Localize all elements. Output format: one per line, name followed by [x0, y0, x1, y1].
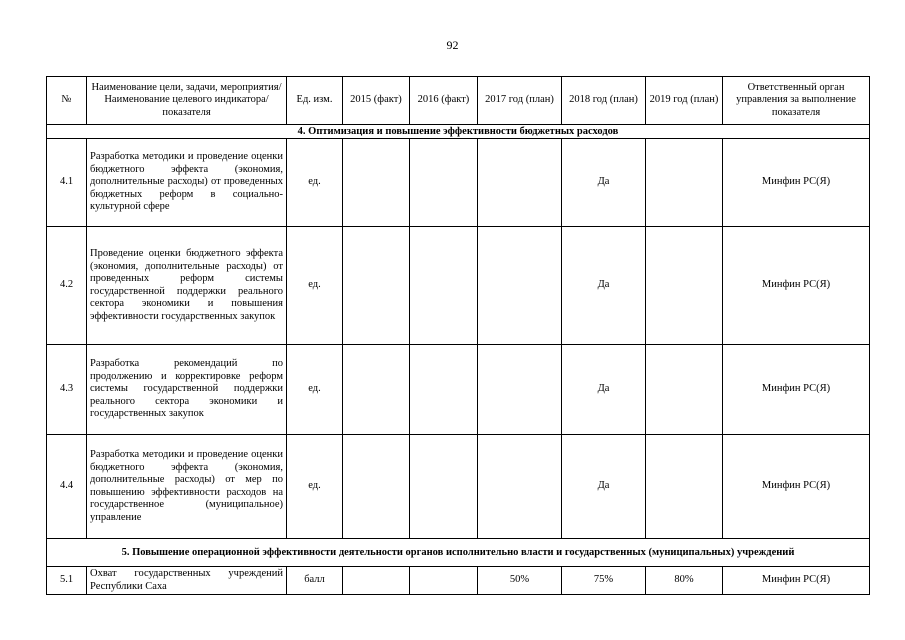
row-2016 — [410, 567, 478, 595]
row-name: Разработка методики и проведение оценки бюджетного эффекта (экономия, дополнительные расходы) от проведенных бюджетных реформ в социально-культурной сфере — [87, 139, 287, 227]
section-4-title: 4. Оптимизация и повышение эффективности бюджетных расходов — [47, 125, 870, 139]
row-2019 — [646, 227, 723, 345]
row-responsible: Минфин РС(Я) — [723, 345, 870, 435]
row-num: 4.1 — [47, 139, 87, 227]
row-2017: 50% — [478, 567, 562, 595]
header-2019: 2019 год (план) — [646, 77, 723, 125]
row-2017 — [478, 227, 562, 345]
row-2016 — [410, 345, 478, 435]
row-num: 4.3 — [47, 345, 87, 435]
header-2015: 2015 (факт) — [343, 77, 410, 125]
header-responsible: Ответственный орган управления за выполнение показателя — [723, 77, 870, 125]
row-num: 4.4 — [47, 435, 87, 539]
row-2019 — [646, 345, 723, 435]
row-2017 — [478, 435, 562, 539]
row-2018: Да — [562, 139, 646, 227]
row-2016 — [410, 227, 478, 345]
section-heading — [47, 125, 870, 139]
row-unit: ед. — [287, 345, 343, 435]
header-unit: Ед. изм. — [287, 77, 343, 125]
section-heading — [47, 539, 870, 567]
row-name: Разработка рекомендаций по продолжению и корректировке реформ системы государственной поддержки реального сектора экономики и государственных закупок — [87, 345, 287, 435]
header-row — [47, 77, 870, 125]
row-2015 — [343, 567, 410, 595]
row-2017 — [478, 345, 562, 435]
row-responsible: Минфин РС(Я) — [723, 435, 870, 539]
header-2016: 2016 (факт) — [410, 77, 478, 125]
row-unit: ед. — [287, 435, 343, 539]
row-name: Разработка методики и проведение оценки бюджетного эффекта (экономия, дополнительные расходы) от мер по повышению эффективности расходов на государственное (муниципальное) управление — [87, 435, 287, 539]
row-unit: балл — [287, 567, 343, 595]
row-2019: 80% — [646, 567, 723, 595]
section-5-title: 5. Повышение операционной эффективности деятельности органов исполнительно власти и государственных (муниципальных) учреждений — [47, 539, 870, 567]
header-2018: 2018 год (план) — [562, 77, 646, 125]
row-2019 — [646, 435, 723, 539]
row-2017 — [478, 139, 562, 227]
row-2016 — [410, 139, 478, 227]
row-2015 — [343, 435, 410, 539]
header-num: № — [47, 77, 87, 125]
row-unit: ед. — [287, 139, 343, 227]
table-row — [47, 567, 870, 595]
row-2018: Да — [562, 345, 646, 435]
indicators-table — [46, 76, 870, 595]
row-2015 — [343, 227, 410, 345]
header-name: Наименование цели, задачи, мероприятия/ Наименование целевого индикатора/ показателя — [87, 77, 287, 125]
row-unit: ед. — [287, 227, 343, 345]
page-number: 92 — [446, 38, 459, 52]
row-2018: 75% — [562, 567, 646, 595]
row-2018: Да — [562, 435, 646, 539]
row-2015 — [343, 345, 410, 435]
header-2017: 2017 год (план) — [478, 77, 562, 125]
row-2015 — [343, 139, 410, 227]
row-2019 — [646, 139, 723, 227]
row-responsible: Минфин РС(Я) — [723, 139, 870, 227]
row-name: Проведение оценки бюджетного эффекта (экономия, дополнительные расходы) от проведенных реформ системы государственной поддержки реального сектора экономики и повышения эффективности государственных закупок — [87, 227, 287, 345]
row-num: 5.1 — [47, 567, 87, 595]
row-num: 4.2 — [47, 227, 87, 345]
row-2018: Да — [562, 227, 646, 345]
row-2016 — [410, 435, 478, 539]
table-row — [47, 435, 870, 539]
row-responsible: Минфин РС(Я) — [723, 567, 870, 595]
table-row — [47, 345, 870, 435]
table-row — [47, 227, 870, 345]
row-responsible: Минфин РС(Я) — [723, 227, 870, 345]
table-row — [47, 139, 870, 227]
row-name: Охват государственных учреждений Республики Саха — [87, 567, 287, 595]
